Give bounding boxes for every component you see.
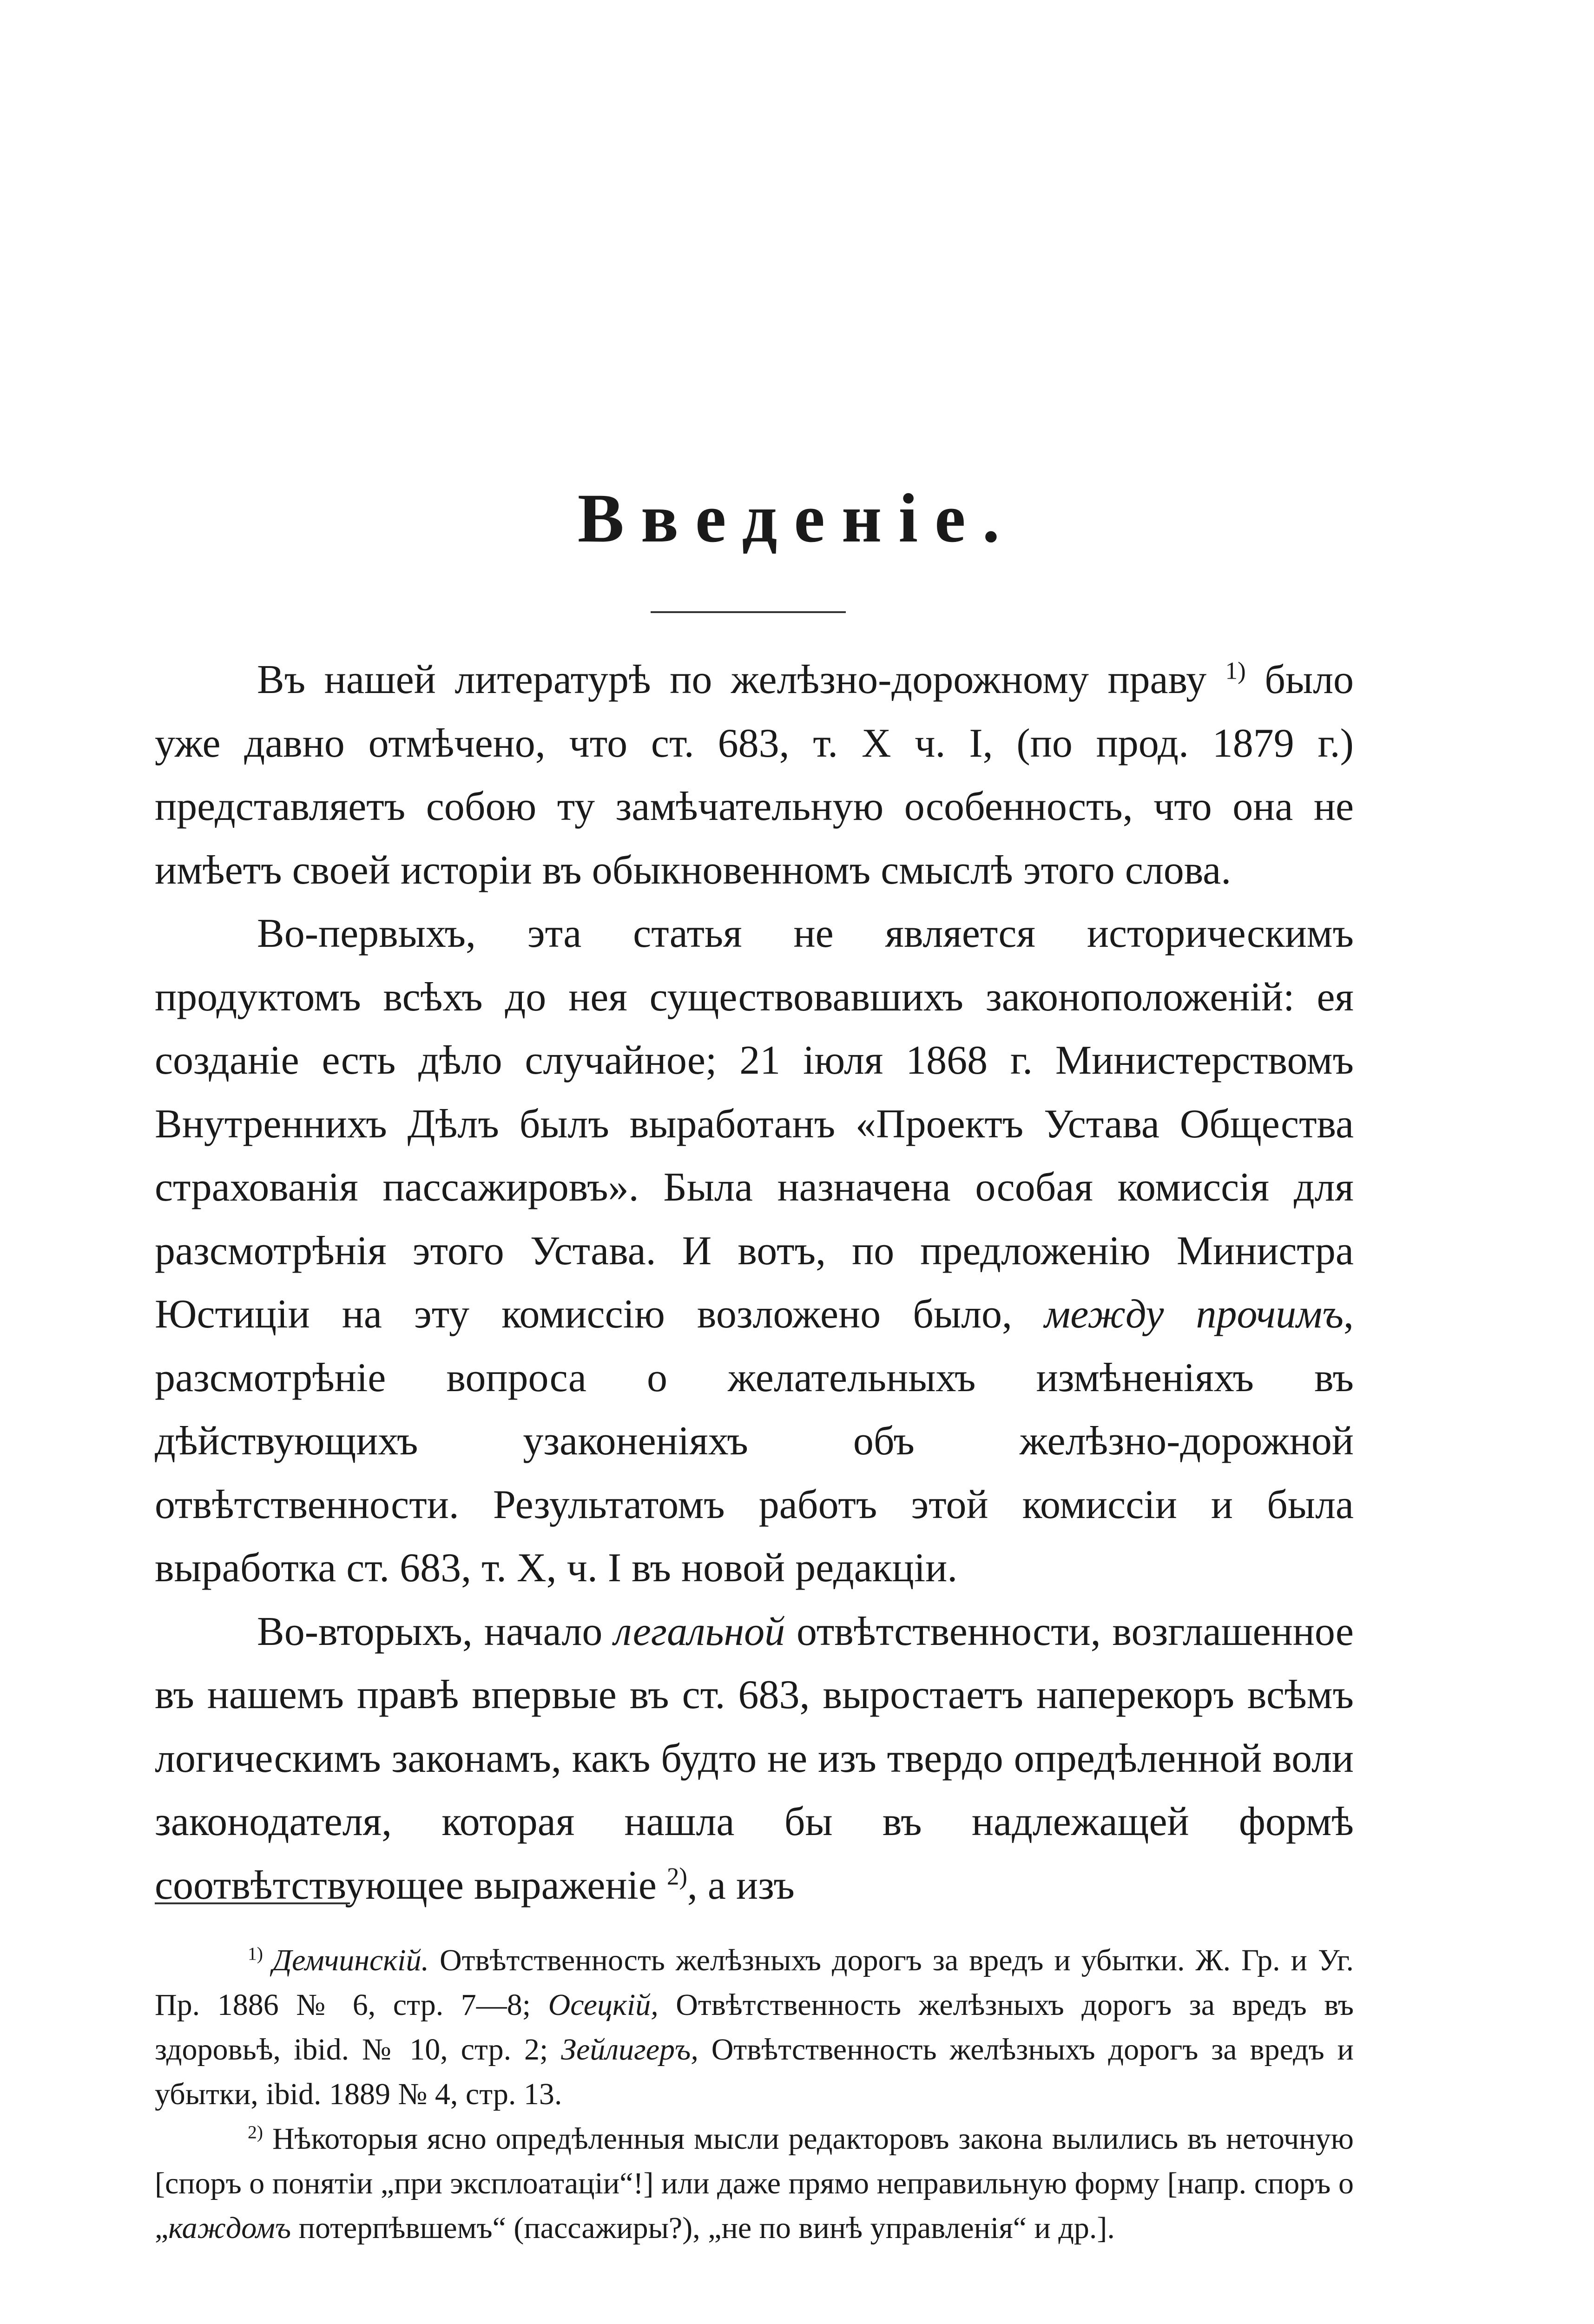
text-span: Во-вторыхъ, начало [257,1609,614,1654]
footnote-marker: 1) [248,1943,263,1964]
text-span: отвѣтственности, возглашенное въ нашемъ правѣ впервые въ ст. 683, выростаетъ наперекоръ всѣмъ логическимъ законамъ, какъ будто не изъ твердо опредѣленной воли законодателя, которая нашла бы въ надлежащей формѣ соотвѣтствующее выраженіе [155,1609,1354,1908]
author-name: Демчинскій. [272,1943,429,1977]
text-span: Отвѣтственность желѣзныхъ дорогъ за вредъ и убытки. Ж. Гр. и Уг. Пр. 1886 № 6, стр. 7—8; [155,1943,1354,2022]
footnote-ref: 2) [666,1863,687,1890]
text-span: Нѣкоторыя ясно опредѣленныя мысли редакторовъ закона вылились въ неточную [споръ о понятіи „при эксплоатаціи“!] или даже прямо неправильную форму [напр. споръ о „ [155,2122,1354,2245]
footnote-divider [155,1902,350,1904]
italic-phrase: между прочимъ [1044,1292,1344,1337]
text-span: было уже давно отмѣчено, что ст. 683, т. X ч. I, (по прод. 1879 г.) представляетъ собою ту замѣчательную особенность, что она не имѣетъ своей исторіи въ обыкновенномъ смыслѣ этого слова. [155,657,1354,893]
footnote [155,1938,1354,2117]
text-span: Отвѣтственность желѣзныхъ дорогъ за вредъ и убытки, ibid. 1889 № 4, стр. 13. [155,2033,1354,2111]
author-name: Зейлигеръ, [561,2033,698,2067]
text-span: , а изъ [687,1862,795,1908]
footnote-ref: 1) [1225,657,1246,685]
title-divider [651,611,846,613]
text-span: Отвѣтственность желѣзныхъ дорогъ за вредъ въ здоровьѣ, ibid. № 10, стр. 2; [155,1988,1354,2067]
paragraph [155,648,1354,902]
italic-phrase: каждомъ [168,2211,291,2245]
footnote [155,2117,1354,2251]
text-span: Въ нашей литературѣ по желѣзно-дорожному праву [257,657,1225,702]
author-name: Осецкій, [548,1988,659,2022]
footnote-marker: 2) [248,2122,263,2142]
text-span: , разсмотрѣніе вопроса о желательныхъ измѣненіяхъ въ дѣйствующихъ узаконеніяхъ объ желѣзно-дорожной отвѣтственности. Результатомъ работъ этой комиссіи и была выработка ст. 683, т. X, ч. I въ новой редакціи. [155,1292,1354,1591]
footnotes [155,1938,1354,2251]
chapter-title: Введеніе. [577,480,1017,557]
paragraph [155,902,1354,1600]
text-span: потерпѣвшемъ“ (пассажиры?), „не по винѣ управленія“ и др.]. [291,2211,1115,2245]
text-span: Во-первыхъ, эта статья не является историческимъ продуктомъ всѣхъ до нея существовавшихъ законоположеній: ея созданіе есть дѣло случайное; 21 іюля 1868 г. Министерствомъ Внутреннихъ Дѣлъ былъ выработанъ «Проектъ Устава Общества страхованія пассажировъ». Была назначена особая комиссія для разсмотрѣнія этого Устава. И вотъ, по предложенію Министра Юстиціи на эту комиссію возложено было, [155,911,1354,1337]
main-text [155,648,1354,1917]
paragraph [155,1600,1354,1918]
italic-phrase: легальной [614,1609,785,1654]
